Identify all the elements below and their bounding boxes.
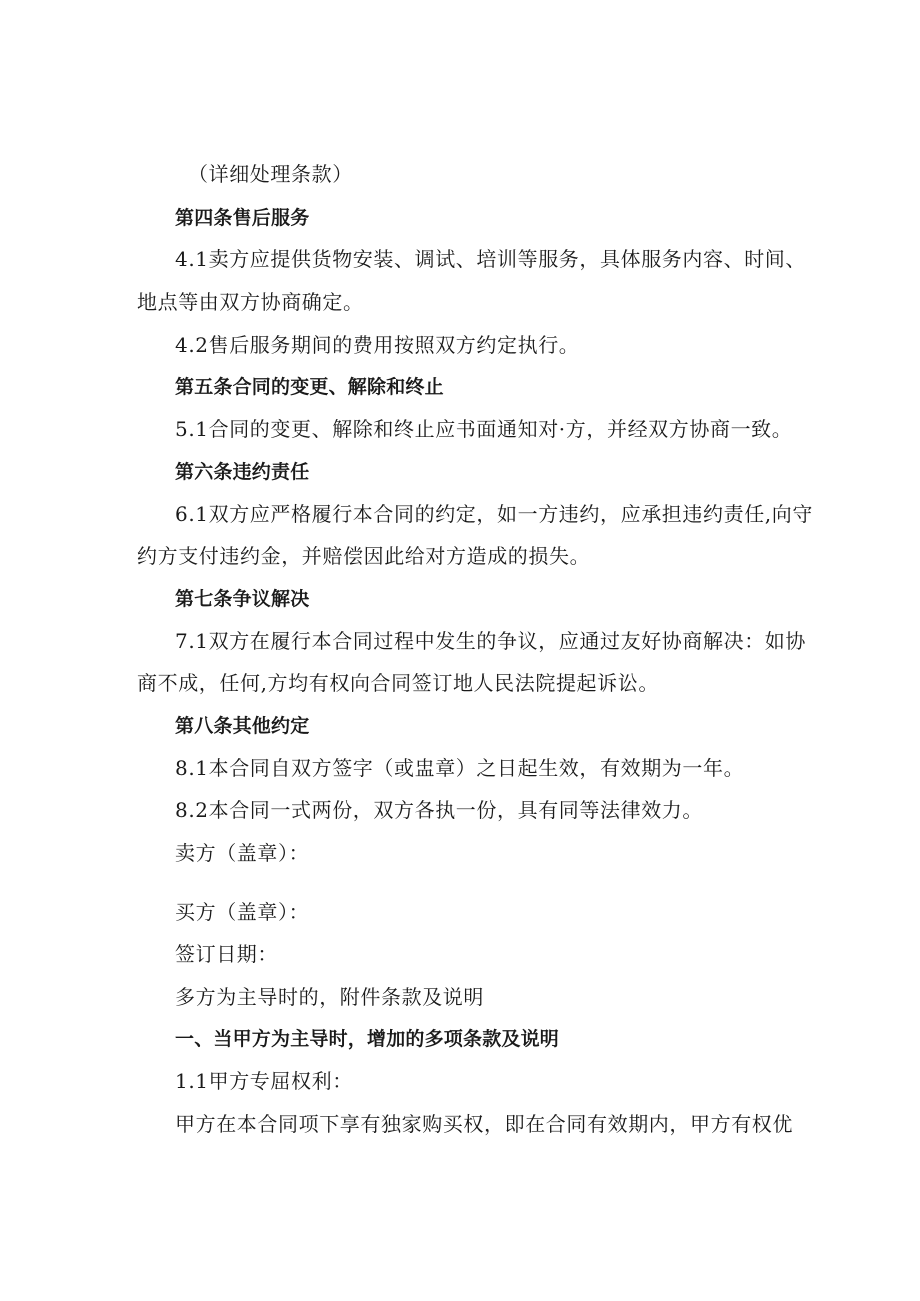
clause-8-1: 8.1本合同自双方签字（或盅章）之日起生效，有效期为一年。 [175, 756, 745, 780]
clause-6-1-cont: 约方支付违约金，并赔偿因此给对方造成的损失。 [137, 544, 591, 568]
clause-1-1-text: 甲方在本合同项下享有独家购买权，即在合同有效期内，甲方有权优 [175, 1112, 793, 1136]
signing-date-label: 签订日期： [175, 942, 278, 966]
buyer-seal-label: 买方（盖章）： [175, 900, 310, 924]
article-4-heading: 第四条售后服务 [175, 207, 310, 229]
article-7-heading: 第七条争议解决 [175, 588, 310, 610]
seller-seal-label: 卖方（盖章）： [175, 841, 310, 865]
clause-6-1: 6.1双方应严格履行本合同的约定，如一方违约，应承担违约责任,向守 [175, 502, 813, 526]
clause-7-1: 7.1双方在履行本合同过程中发生的争议，应通过友好协商解决：如协 [175, 629, 807, 653]
article-6-heading: 第六条违约责任 [175, 461, 310, 483]
article-8-heading: 第八条其他约定 [175, 715, 310, 737]
clause-8-2: 8.2本合同一式两份，双方各执一份，具有同等法律效力。 [175, 798, 704, 822]
clause-7-1-cont: 商不成，任何,方均有权向合同签订地人民法院提起诉讼。 [137, 671, 659, 695]
clause-4-1: 4.1卖方应提供货物安装、调试、培训等服务，具体服务内容、时间、 [175, 247, 807, 271]
clause-4-2: 4.2售后服务期间的费用按照双方约定执行。 [175, 333, 580, 357]
clause-1-1-title: 1.1甲方专屈权利： [175, 1069, 353, 1093]
annex-title: 多方为主导时的，附件条款及说明 [175, 985, 484, 1009]
clause-4-1-cont: 地点等由双方协商确定。 [137, 290, 364, 314]
article-5-heading: 第五条合同的变更、解除和终止 [175, 376, 444, 398]
clause-5-1: 5.1合同的变更、解除和终止应书面通知对·方，并经双方协商一致。 [175, 417, 793, 441]
note-detailed-terms: （详细处理条款） [188, 162, 353, 186]
section-1-heading: 一、当甲方为主导时，增加的多项条款及说明 [175, 1028, 560, 1050]
